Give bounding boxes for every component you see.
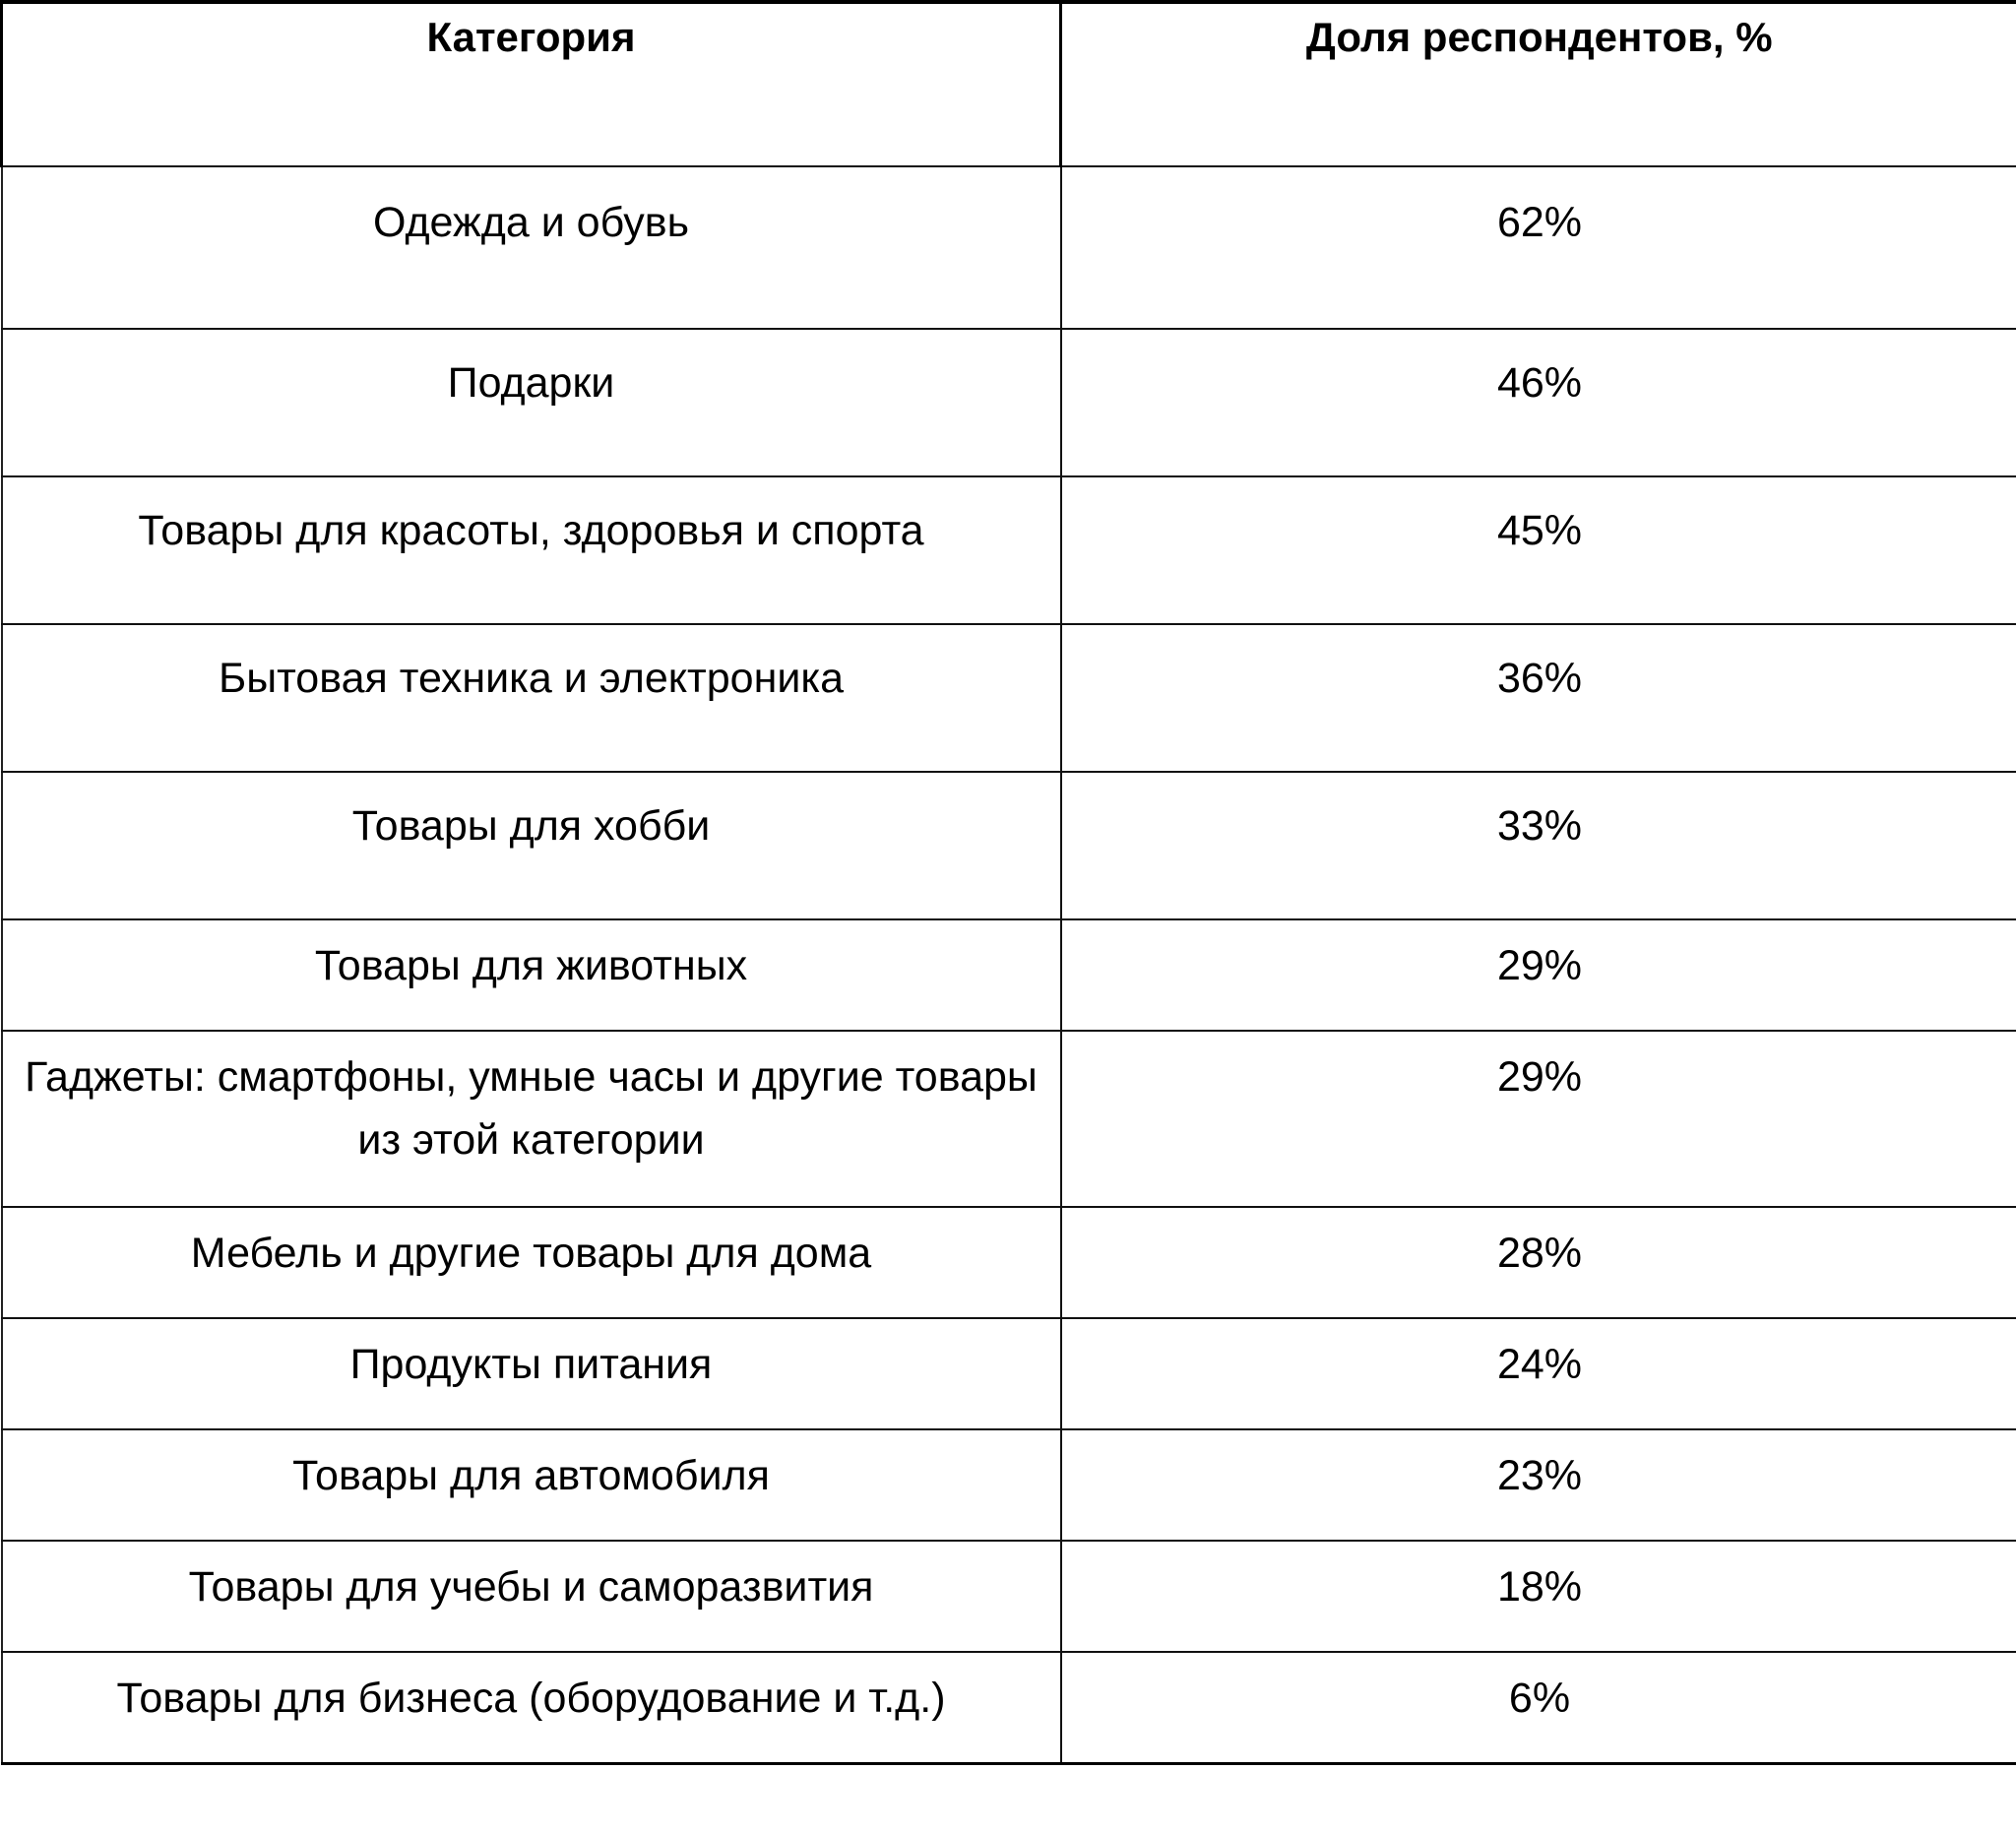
share-cell: 33% [1061,772,2016,919]
share-cell: 46% [1061,329,2016,476]
table-row [2,476,2016,624]
share-cell: 29% [1061,1031,2016,1207]
table-row [2,624,2016,772]
category-cell: Товары для красоты, здоровья и спорта [2,476,1061,624]
category-cell: Товары для бизнеса (оборудование и т.д.) [2,1652,1061,1763]
category-cell: Одежда и обувь [2,166,1061,329]
category-cell: Гаджеты: смартфоны, умные часы и другие товары из этой категории [2,1031,1061,1207]
table-row [2,1541,2016,1652]
header-category: Категория [2,2,1061,166]
table-row [2,1652,2016,1763]
table-row [2,1318,2016,1429]
share-cell: 23% [1061,1429,2016,1541]
category-cell: Товары для учебы и саморазвития [2,1541,1061,1652]
share-cell: 18% [1061,1541,2016,1652]
header-share: Доля респондентов, % [1061,2,2016,166]
table-row [2,919,2016,1031]
table-row [2,1429,2016,1541]
header-row [2,2,2016,166]
table-row [2,329,2016,476]
category-cell: Товары для животных [2,919,1061,1031]
share-cell: 6% [1061,1652,2016,1763]
table-row [2,1207,2016,1318]
share-cell: 45% [1061,476,2016,624]
category-cell: Мебель и другие товары для дома [2,1207,1061,1318]
category-cell: Товары для автомобиля [2,1429,1061,1541]
category-cell: Продукты питания [2,1318,1061,1429]
table-row [2,772,2016,919]
share-cell: 29% [1061,919,2016,1031]
table-row [2,166,2016,329]
category-cell: Товары для хобби [2,772,1061,919]
share-cell: 28% [1061,1207,2016,1318]
table-row [2,1031,2016,1207]
share-cell: 62% [1061,166,2016,329]
share-cell: 24% [1061,1318,2016,1429]
category-cell: Бытовая техника и электроника [2,624,1061,772]
share-cell: 36% [1061,624,2016,772]
category-cell: Подарки [2,329,1061,476]
